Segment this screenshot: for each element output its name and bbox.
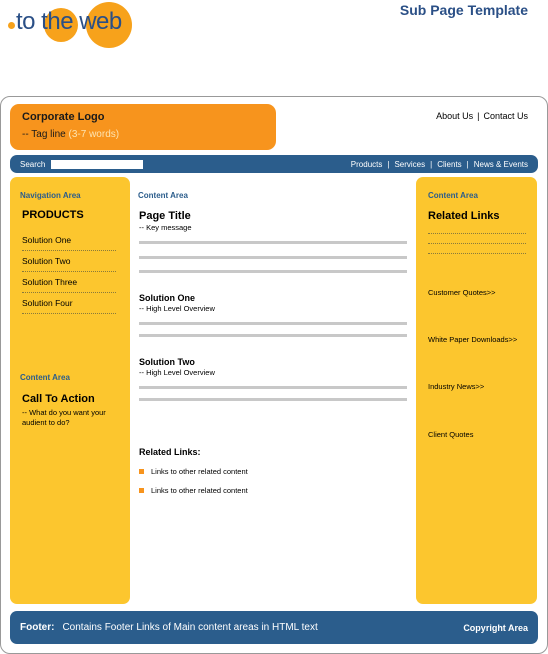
section-title-solution-one: Solution One — [139, 293, 195, 303]
related-link-text: Links to other related content — [151, 467, 248, 476]
section-subtitle: -- High Level Overview — [139, 304, 215, 313]
content-area-label: Content Area — [138, 191, 188, 200]
products-heading: PRODUCTS — [22, 209, 84, 221]
client-quotes-link[interactable]: Client Quotes — [428, 430, 474, 439]
page-title: Page Title — [139, 210, 191, 222]
main-content-area — [132, 177, 414, 604]
tagline-hint: (3-7 words) — [68, 129, 120, 140]
nav-news-events[interactable]: News & Events — [473, 159, 528, 169]
footer-label: Footer: — [20, 622, 55, 633]
solution-nav-list — [22, 235, 116, 319]
brand-logo-text: to the web — [16, 8, 122, 35]
sidebar-item-solution-three[interactable]: Solution Three — [22, 277, 116, 293]
bullet-icon — [139, 488, 144, 493]
contact-us-link[interactable]: Contact Us — [483, 111, 528, 121]
section-title-solution-two: Solution Two — [139, 357, 195, 367]
bullet-icon — [139, 469, 144, 474]
brand-dot — [8, 22, 15, 29]
tagline-text: -- Tag line — [22, 129, 66, 140]
list-item[interactable] — [139, 486, 248, 495]
content-area-label: Content Area — [428, 191, 478, 200]
search-input[interactable] — [51, 160, 143, 169]
left-navigation-column — [10, 177, 130, 604]
brand-logo[interactable] — [0, 0, 140, 52]
customer-quotes-link[interactable]: Customer Quotes>> — [428, 288, 496, 297]
sidebar-item-solution-one[interactable]: Solution One — [22, 235, 116, 251]
tagline — [22, 129, 264, 140]
nav-clients[interactable]: Clients — [437, 159, 462, 169]
right-content-column — [416, 177, 537, 604]
separator: | — [477, 111, 480, 121]
separator: | — [387, 159, 390, 169]
list-item[interactable] — [139, 467, 248, 476]
related-links-heading: Related Links — [428, 210, 500, 222]
separator: | — [430, 159, 433, 169]
industry-news-link[interactable]: Industry News>> — [428, 382, 485, 391]
corporate-logo: Corporate Logo — [22, 111, 105, 123]
white-paper-downloads-link[interactable]: White Paper Downloads>> — [428, 335, 518, 344]
placeholder-text-line — [139, 256, 407, 259]
cta-area-label: Content Area — [20, 373, 70, 382]
placeholder-text-line — [139, 241, 407, 244]
nav-products[interactable]: Products — [350, 159, 383, 169]
related-links-heading: Related Links: — [139, 447, 201, 457]
sidebar-item-solution-two[interactable]: Solution Two — [22, 256, 116, 272]
footer-text: Contains Footer Links of Main content areas in HTML text — [62, 622, 318, 633]
placeholder-text-line — [139, 398, 407, 401]
related-link-text: Links to other related content — [151, 486, 248, 495]
template-title: Sub Page Template — [399, 2, 528, 18]
call-to-action-heading[interactable]: Call To Action — [22, 393, 95, 405]
corporate-logo-box[interactable] — [10, 104, 276, 150]
sidebar-item-solution-four[interactable]: Solution Four — [22, 298, 116, 314]
copyright-text: Copyright Area — [463, 622, 528, 633]
separator: | — [466, 159, 469, 169]
nav-services[interactable]: Services — [394, 159, 426, 169]
placeholder-text-line — [139, 386, 407, 389]
footer — [10, 611, 538, 644]
placeholder-text-line — [139, 334, 407, 337]
call-to-action-message: -- What do you want your audient to do? — [22, 408, 106, 427]
search-label: Search — [20, 159, 46, 169]
section-subtitle: -- High Level Overview — [139, 368, 215, 377]
top-navigation-bar — [10, 155, 538, 173]
about-us-link[interactable]: About Us — [436, 111, 474, 121]
utility-links — [436, 111, 528, 121]
placeholder-dotted-line — [428, 243, 526, 244]
main-nav-links — [351, 160, 528, 169]
navigation-area-label: Navigation Area — [20, 191, 81, 200]
placeholder-text-line — [139, 322, 407, 325]
placeholder-text-line — [139, 270, 407, 273]
placeholder-dotted-line — [428, 253, 526, 254]
placeholder-dotted-line — [428, 233, 526, 234]
key-message: -- Key message — [139, 223, 192, 232]
